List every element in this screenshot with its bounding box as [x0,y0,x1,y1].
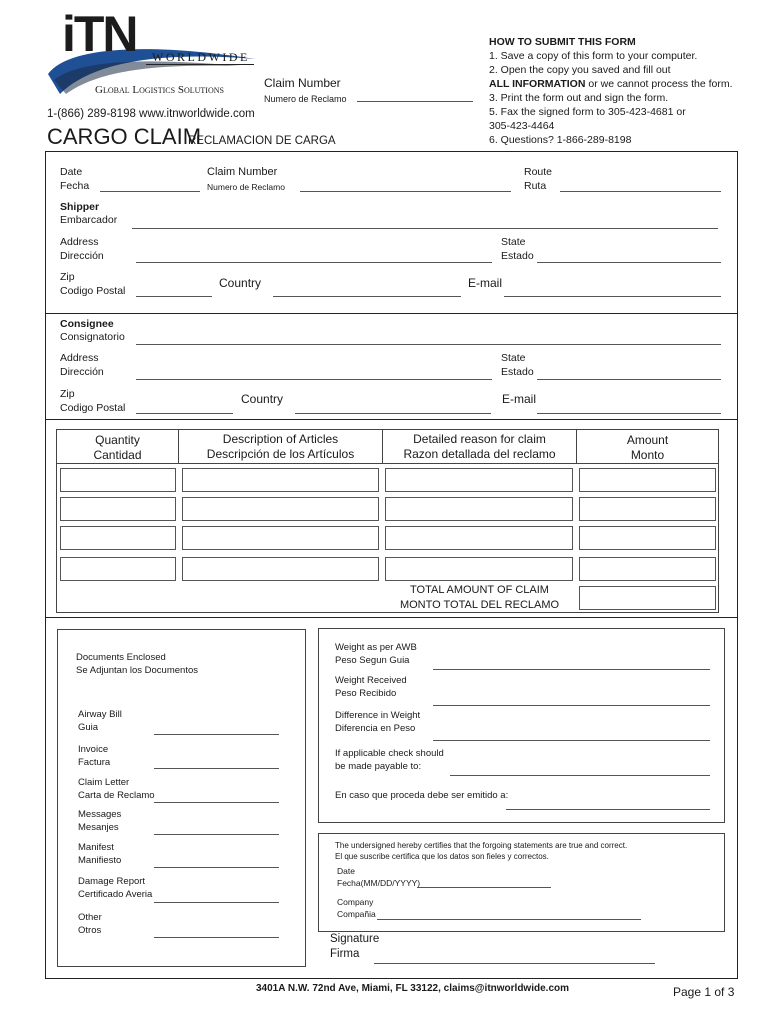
instruction-item: 2. Open the copy you saved and fill out [489,64,671,76]
instruction-item: 3. Print the form out and sign the form. [489,92,669,104]
emitido-input[interactable] [506,809,710,810]
doc-airway-bill-label: Airway Bill Guia [78,709,122,733]
weight-difference-label: Difference in Weight Diferencia en Peso [335,710,421,734]
description-input[interactable] [182,468,379,492]
consignee-state-input[interactable] [537,379,721,380]
consignee-zip-input[interactable] [136,413,233,414]
doc-messages-label: Messages Mesanjes [78,809,122,833]
shipper-email-label: E-mail [468,276,503,290]
shipper-address-label: Address Dirección [60,236,104,262]
check-payable-label: If applicable check should be made payable to: [335,748,444,772]
route-input[interactable] [560,191,721,192]
weight-difference-input[interactable] [433,740,710,741]
header-claim-number-sub: Numero de Reclamo [264,94,347,104]
claim-number-sub: Numero de Reclamo [207,182,285,192]
claim-number-label: Claim Number [207,166,278,178]
consignee-country-label: Country [241,392,284,406]
total-amount-input[interactable] [579,586,716,610]
shipper-state-label: State Estado [501,236,534,262]
shipper-zip-label: Zip Codigo Postal [60,271,126,297]
weight-awb-input[interactable] [433,669,710,670]
instruction-emphasis: ALL INFORMATION [489,78,586,90]
consignee-email-input[interactable] [537,413,721,414]
description-input[interactable] [182,497,379,521]
claim-number-input[interactable] [300,191,511,192]
consignee-zip-label: Zip Codigo Postal [60,388,126,414]
logo-tagline: Global Logistics Solutions [95,84,224,96]
instruction-item: 5. Fax the signed form to 305-423-4681 or [489,106,686,118]
instructions-heading: HOW TO SUBMIT THIS FORM [489,36,636,48]
shipper-country-input[interactable] [273,296,461,297]
shipper-input[interactable] [132,228,718,229]
shipper-zip-input[interactable] [136,296,212,297]
amount-input[interactable] [579,497,716,521]
amount-input[interactable] [579,468,716,492]
page-title: CARGO CLAIM [47,124,202,149]
doc-claim-letter-input[interactable] [154,802,279,803]
doc-airway-bill-input[interactable] [154,734,279,735]
header-claim-number-input[interactable] [357,101,473,102]
shipper-label: Shipper [60,201,100,213]
weight-awb-label: Weight as per AWB Peso Segun Guia [335,642,417,666]
quantity-input[interactable] [60,468,176,492]
doc-other-label: Other Otros [78,912,102,936]
embarcador-label: Embarcador [60,214,118,226]
shipper-email-input[interactable] [504,296,721,297]
consignee-address-input[interactable] [136,379,492,380]
consignee-label: Consignee [60,318,114,330]
check-payable-input[interactable] [450,775,710,776]
date-input[interactable] [100,191,200,192]
page-subtitle: RECLAMACION DE CARGA [188,135,336,147]
quantity-input[interactable] [60,526,176,550]
page-number: Page 1 of 3 [673,985,735,999]
doc-manifest-label: Manifest Manifiesto [78,842,122,866]
doc-claim-letter-label: Claim Letter Carta de Reclamo [78,777,155,801]
header-reason: Detailed reason for claim Razon detallada del reclamo [403,432,556,461]
consignee-input[interactable] [136,344,721,345]
emitido-label: En caso que proceda debe ser emitido a: [335,790,509,801]
description-input[interactable] [182,557,379,581]
description-input[interactable] [182,526,379,550]
route-label: Route Ruta [524,166,553,192]
logo-worldwide-text: WORLDWIDE [152,50,250,64]
shipper-address-input[interactable] [136,262,492,263]
header-amount: Amount Monto [626,433,669,462]
reason-input[interactable] [385,526,573,550]
documents-heading: Documents Enclosed Se Adjuntan los Documentos [76,652,198,676]
cert-date-label: Date Fecha(MM/DD/YYYY) [337,866,421,888]
consignee-address-label: Address Dirección [60,352,104,378]
header-quantity: Quantity Cantidad [93,433,142,462]
weight-received-input[interactable] [433,705,710,706]
date-label: Date Fecha [60,166,90,192]
doc-manifest-input[interactable] [154,867,279,868]
cert-company-input[interactable] [377,919,641,920]
amount-input[interactable] [579,557,716,581]
reason-input[interactable] [385,468,573,492]
consignatorio-label: Consignatorio [60,331,125,343]
total-label: TOTAL AMOUNT OF CLAIM MONTO TOTAL DEL RECLAMO [399,584,560,611]
header-description: Description of Articles Descripción de los Artículos [206,432,355,461]
consignee-state-label: State Estado [501,352,534,378]
amount-input[interactable] [579,526,716,550]
header-claim-number-label: Claim Number [264,76,341,90]
cert-date-input[interactable] [417,887,551,888]
instruction-item: 1. Save a copy of this form to your computer. [489,50,698,62]
reason-input[interactable] [385,497,573,521]
doc-damage-report-label: Damage Report Certificado Averia [78,876,153,900]
doc-invoice-input[interactable] [154,768,279,769]
shipper-state-input[interactable] [537,262,721,263]
footer-address: 3401A N.W. 72nd Ave, Miami, FL 33122, claims@itnworldwide.com [256,983,570,994]
doc-other-input[interactable] [154,937,279,938]
logo-main-text: iTN [62,6,137,62]
doc-damage-report-input[interactable] [154,902,279,903]
doc-invoice-label: Invoice Factura [78,744,111,768]
quantity-input[interactable] [60,497,176,521]
consignee-country-input[interactable] [295,413,491,414]
signature-label: Signature Firma [330,933,380,960]
instruction-item: or we cannot process the form. [585,78,733,90]
doc-messages-input[interactable] [154,834,279,835]
contact-line: 1-(866) 289-8198 www.itnworldwide.com [47,108,255,120]
shipper-country-label: Country [219,276,262,290]
cert-company-label: Company Compañia [337,897,376,919]
instruction-item: 6. Questions? 1-866-289-8198 [489,134,632,146]
certification-statement: The undersigned hereby certifies that the forgoing statements are true and correct. El que suscribe certifica que los datos son fieles y correctos. [335,841,628,861]
quantity-input[interactable] [60,557,176,581]
weight-received-label: Weight Received Peso Recibido [335,675,407,699]
reason-input[interactable] [385,557,573,581]
consignee-email-label: E-mail [502,392,537,406]
signature-input[interactable] [374,963,655,964]
instruction-item: 305-423-4464 [489,120,555,132]
instructions-block [489,35,759,147]
